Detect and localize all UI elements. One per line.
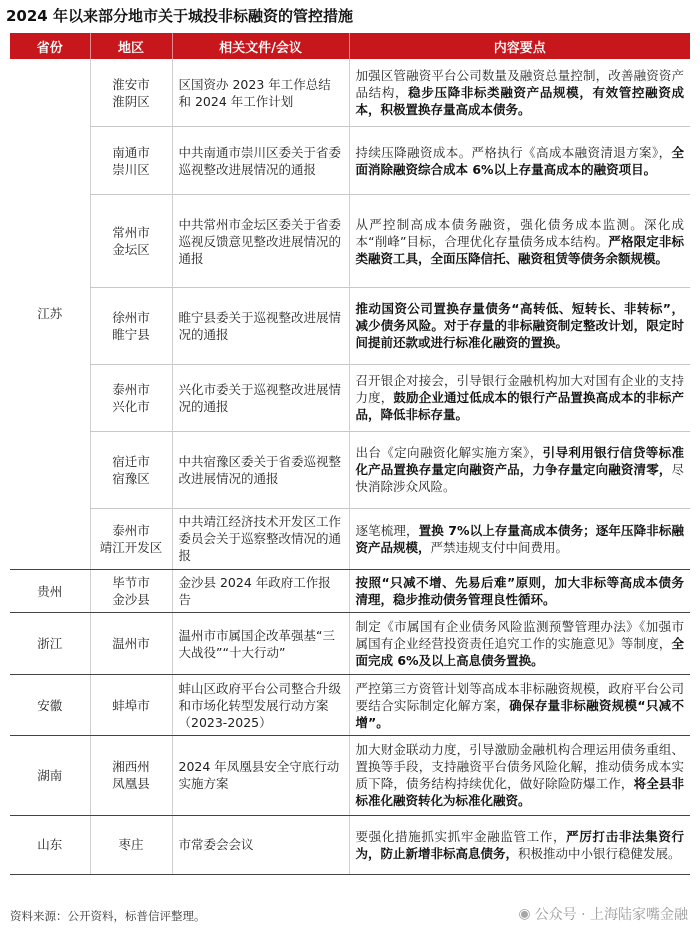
content-highlight: 置换 7%以上存量高成本债务；逐年压降非标融资产品规模，	[355, 522, 684, 555]
region-cell: 泰州市 兴化市	[90, 364, 172, 432]
content-text: 积极推动中小银行稳健发展。	[518, 845, 681, 861]
content-highlight: 全面消除融资综合成本 6%以上存量高成本的融资项目。	[355, 144, 684, 177]
region-cell: 宿迁市 宿豫区	[90, 432, 172, 508]
region-cell: 毕节市 金沙县	[90, 569, 172, 612]
content-text: 召开银企对接会，引导银行金融机构加大对国有企业的支持力度，	[355, 373, 684, 406]
content-text: 逐笔梳理，	[355, 522, 419, 538]
content-cell	[349, 432, 690, 508]
content-highlight: 严厉打击非法集资行为，防止新增非标高息债务，	[355, 828, 684, 861]
region-cell: 湘西州 凤凰县	[90, 736, 172, 815]
table-row	[10, 59, 690, 127]
content-text: 出台《定向融资化解实施方案》，	[355, 445, 543, 461]
table-row	[10, 288, 690, 364]
province-cell: 浙江	[10, 613, 90, 674]
content-text: 从严控制高成本债务融资，强化债务成本监测。深化成本“削峰”目标，合理优化存量债务成本结构。	[355, 216, 684, 249]
table-row	[10, 815, 690, 874]
content-highlight: 按照“只减不增、先易后难”原则，加大非标等高成本债务清理，稳步推动债务管理良性循环。	[355, 575, 684, 608]
wechat-icon: ◉	[518, 906, 531, 922]
content-text: 严控第三方资管计划等高成本非标融资规模，政府平台公司要结合实际制定化解方案，	[355, 680, 684, 713]
document-cell: 中共靖江经济技术开发区工作委员会关于巡察整改情况的通报	[172, 508, 349, 569]
content-text: 持续压降融资成本。严格执行《高成本融资清退方案》，	[355, 144, 672, 160]
content-text: 要强化措施抓实抓牢金融监管工作，	[355, 828, 567, 844]
region-cell: 枣庄	[90, 815, 172, 874]
table-row	[10, 674, 690, 735]
content-highlight: 将全县非标准化融资转化为标准化融资。	[355, 776, 684, 809]
header-document: 相关文件/会议	[172, 33, 349, 59]
header-content: 内容要点	[349, 33, 690, 59]
header-province: 省份	[10, 33, 90, 59]
content-highlight: 鼓励企业通过低成本的银行产品置换高成本的非标产品，降低非标存量。	[355, 390, 684, 423]
document-cell: 睢宁县委关于巡视整改进展情况的通报	[172, 288, 349, 364]
table-row	[10, 613, 690, 674]
source-note: 资料来源：公开资料，标普信评整理。	[10, 909, 206, 923]
table-row	[10, 127, 690, 195]
content-highlight: 对于存量的非标融资制定整改计划，限定时间提前还款或进行标准化融资的置换。	[355, 318, 684, 351]
document-cell: 市常委会会议	[172, 815, 349, 874]
content-cell	[349, 569, 690, 612]
table-row	[10, 195, 690, 288]
region-cell: 温州市	[90, 613, 172, 674]
content-cell	[349, 288, 690, 364]
content-cell	[349, 508, 690, 569]
content-highlight: 严格限定非标类融资工具，全面压降信托、融资租赁等债务余额规模。	[355, 233, 684, 266]
province-cell: 贵州	[10, 569, 90, 612]
content-text: 制定《市属国有企业债务风险监测预警管理办法》《加强市属国有企业经营投资责任追究工作的实施意见》等制度，	[355, 619, 684, 652]
table-header-row	[10, 33, 690, 59]
header-region: 地区	[90, 33, 172, 59]
province-cell: 湖南	[10, 736, 90, 815]
region-cell: 常州市 金坛区	[90, 195, 172, 288]
content-highlight: 稳步压降非标类融资产品规模，有效管控融资成本，积极置换存量高成本债务。	[355, 85, 684, 118]
content-text: 加大财金联动力度，引导激励金融机构合理运用债务重组、置换等手段，支持融资平台债务风险化解，推动债务成本实质下降，债务结构持续优化，做好除险防爆工作，	[355, 742, 684, 792]
content-cell	[349, 815, 690, 874]
document-cell: 温州市市属国企改革强基“三大战役”“十大行动”	[172, 613, 349, 674]
policy-table	[10, 33, 690, 875]
region-cell: 徐州市 睢宁县	[90, 288, 172, 364]
document-cell: 区国资办 2023 年工作总结和 2024 年工作计划	[172, 59, 349, 127]
region-cell: 淮安市 淮阴区	[90, 59, 172, 127]
watermark	[518, 904, 688, 924]
content-cell	[349, 127, 690, 195]
content-text: 严禁违规支付中间费用。	[430, 539, 569, 555]
content-cell	[349, 364, 690, 432]
region-cell: 泰州市 靖江开发区	[90, 508, 172, 569]
content-text: 尽快消除涉众风险。	[355, 462, 684, 495]
table-row	[10, 364, 690, 432]
table-row	[10, 569, 690, 612]
content-highlight: 引导利用银行信贷等标准化产品置换存量定向融资产品，力争存量定向融资清零，	[355, 445, 684, 478]
content-highlight: 推动国资公司置换存量债务“高转低、短转长、非转标”，	[355, 301, 684, 317]
watermark-text: 公众号 · 上海陆家嘴金融	[534, 907, 688, 923]
content-highlight: 全面完成 6%及以上高息债务置换。	[355, 636, 684, 669]
content-cell	[349, 195, 690, 288]
content-cell	[349, 674, 690, 735]
content-cell	[349, 59, 690, 127]
region-cell: 蚌埠市	[90, 674, 172, 735]
document-cell: 2024 年凤凰县安全守底行动实施方案	[172, 736, 349, 815]
document-cell: 金沙县 2024 年政府工作报告	[172, 569, 349, 612]
page-title: 2024 年以来部分地市关于城投非标融资的管控措施	[6, 7, 353, 25]
content-text: 加强区管融资平台公司数量及融资总量控制，改善融资资产品结构，	[355, 68, 684, 101]
content-cell	[349, 736, 690, 815]
document-cell: 蚌山区政府平台公司整合升级和市场化转型发展行动方案（2023-2025）	[172, 674, 349, 735]
document-cell: 兴化市委关于巡视整改进展情况的通报	[172, 364, 349, 432]
table-row	[10, 736, 690, 815]
document-cell: 中共常州市金坛区委关于省委巡视反馈意见整改进展情况的通报	[172, 195, 349, 288]
province-cell: 安徽	[10, 674, 90, 735]
content-highlight: 减少债务风险。	[355, 318, 444, 334]
document-cell: 中共宿豫区委关于省委巡视整改进展情况的通报	[172, 432, 349, 508]
province-cell: 山东	[10, 815, 90, 874]
content-highlight: 确保存量非标融资规模“只减不增”。	[355, 697, 684, 730]
table-row	[10, 508, 690, 569]
region-cell: 南通市 崇川区	[90, 127, 172, 195]
document-cell: 中共南通市崇川区委关于省委巡视整改进展情况的通报	[172, 127, 349, 195]
table-row	[10, 432, 690, 508]
province-cell: 江苏	[10, 59, 90, 569]
content-cell	[349, 613, 690, 674]
